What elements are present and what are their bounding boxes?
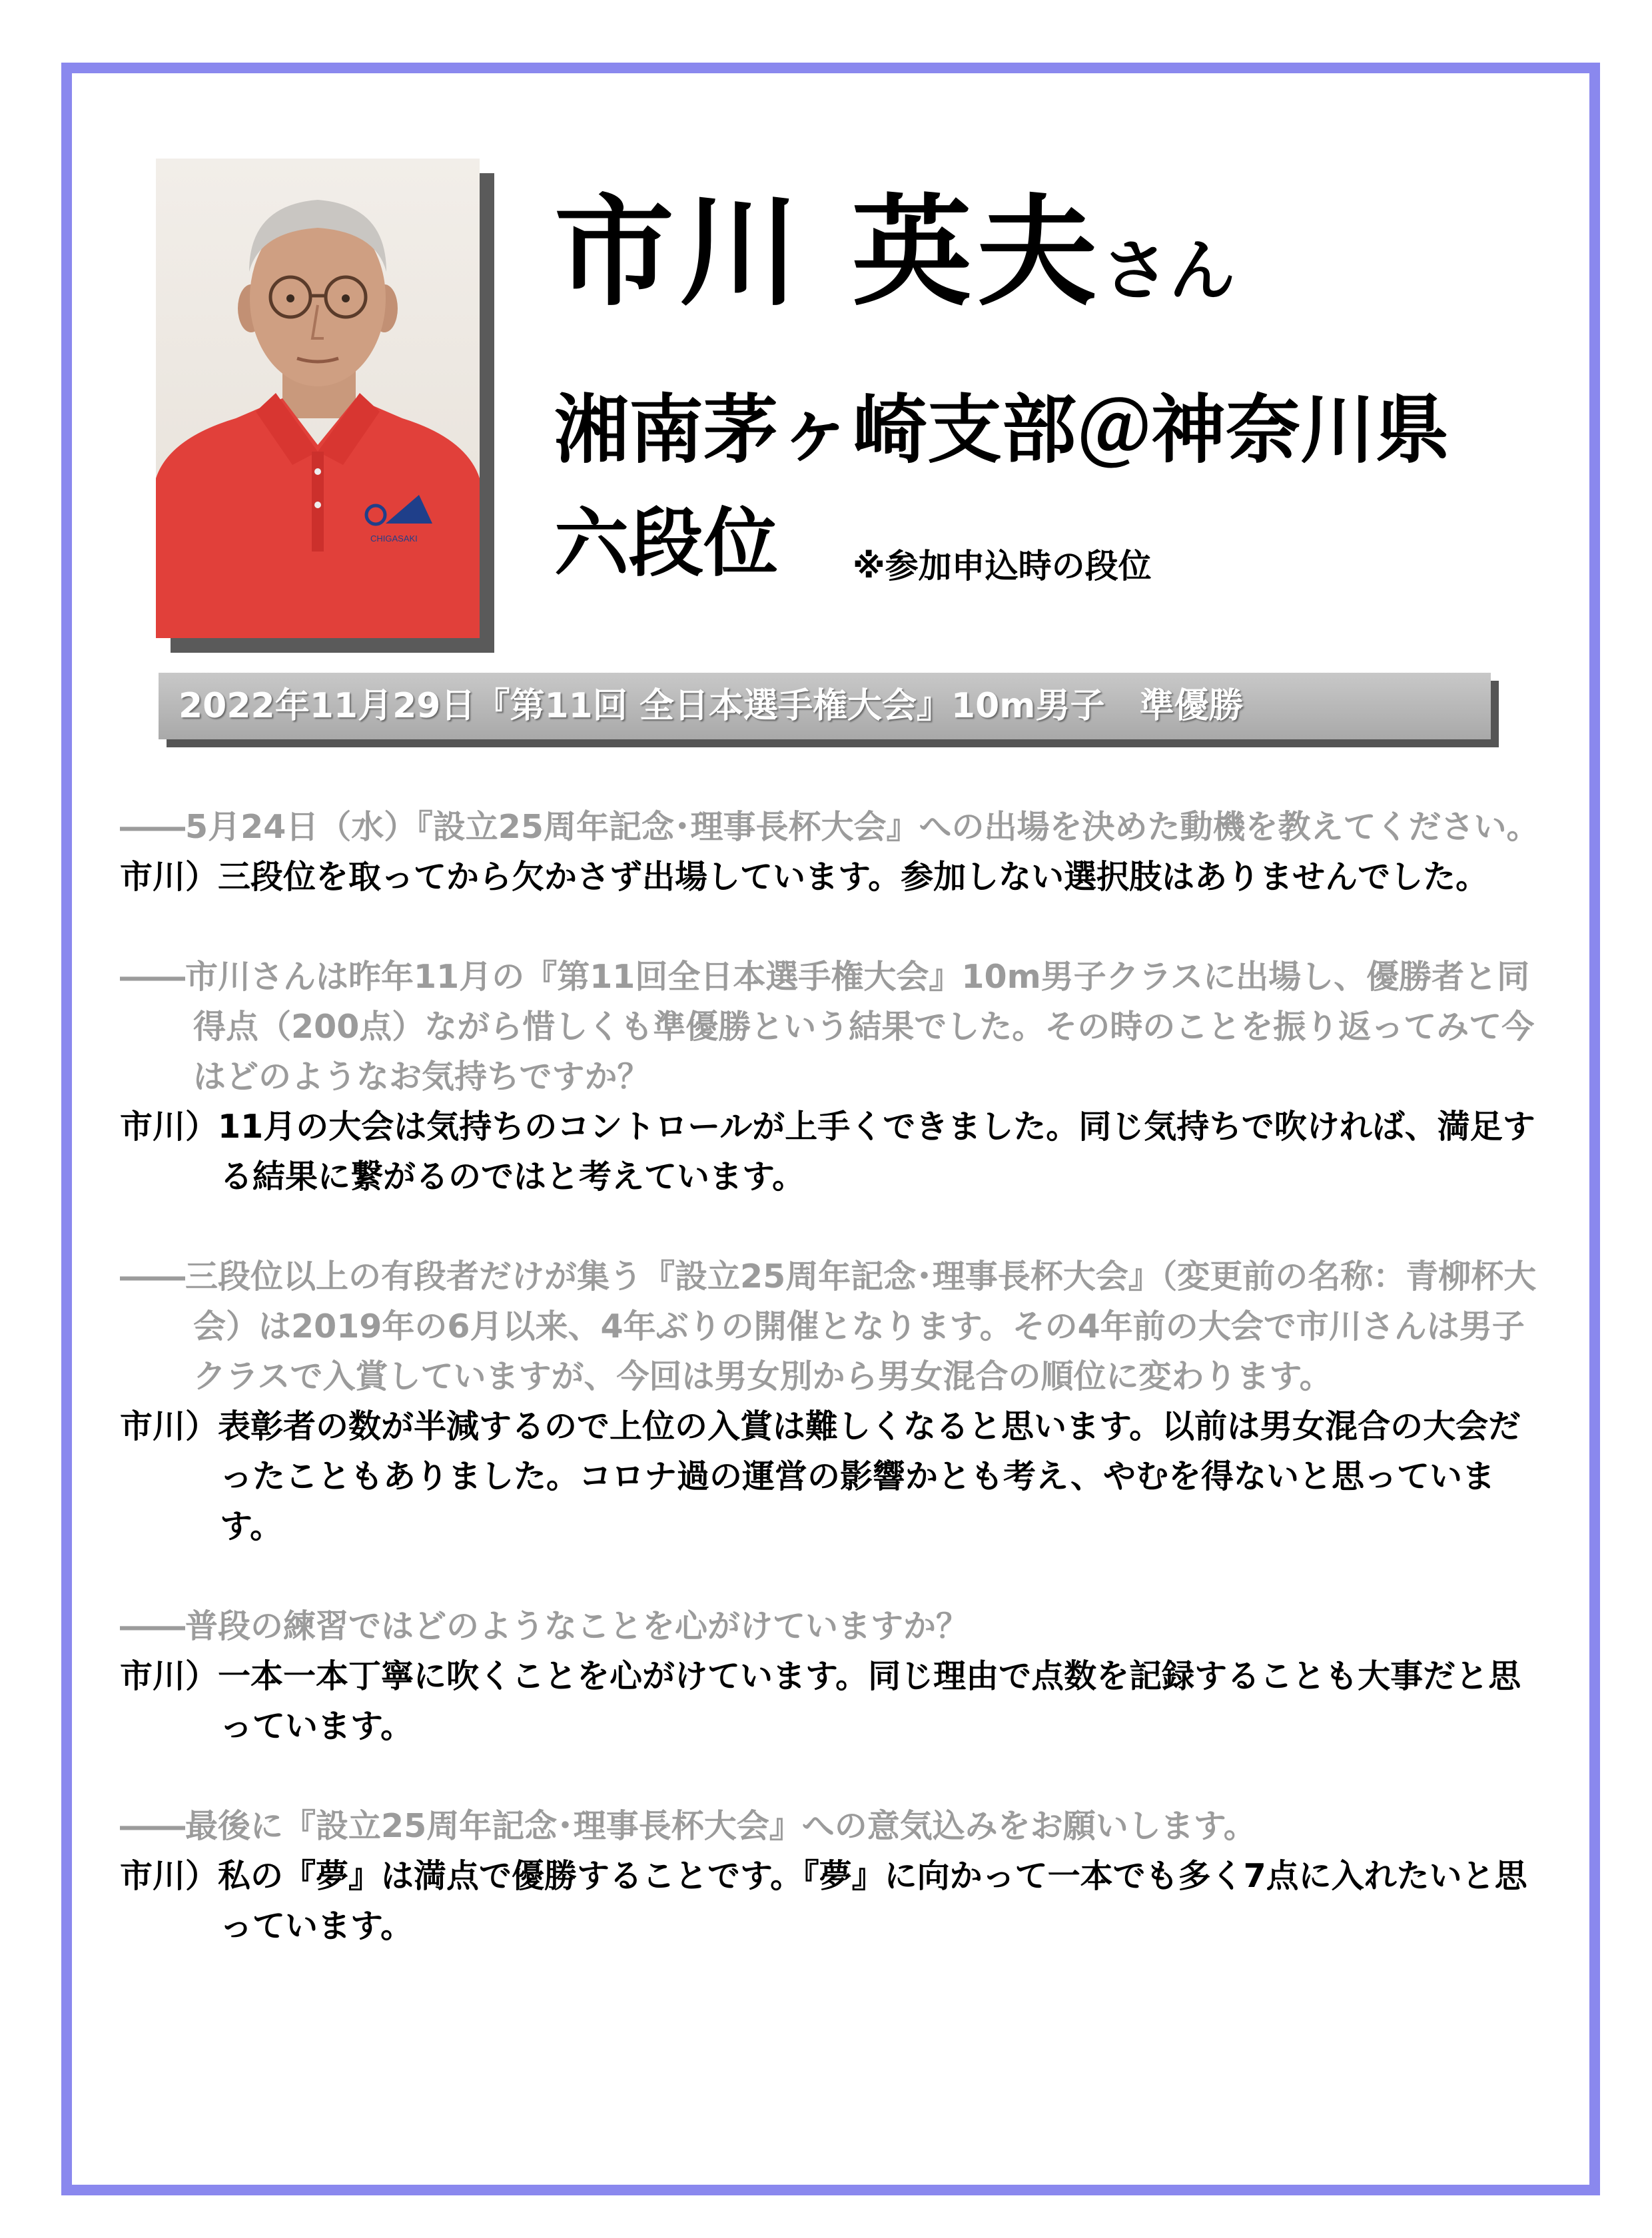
answer-4: 市川）一本一本丁寧に吹くことを心がけています。同じ理由で点数を記録することも大事だと思っています。 <box>120 1657 1521 1745</box>
interview <box>120 802 1545 1951</box>
rank: 六段位 <box>554 500 778 587</box>
name-text: 市川 英夫 <box>554 183 1102 322</box>
rank-note: ※参加申込時の段位 <box>853 547 1152 585</box>
profile-photo <box>156 159 480 638</box>
answer-5: 市川）私の『夢』は満点で優勝することです。『夢』に向かって一本でも多く7点に入れたいと思っています。 <box>120 1857 1527 1945</box>
achievement-banner: 2022年11月29日『第11回 全日本選手権大会』10m男子 準優勝 <box>159 673 1491 739</box>
answer-3: 市川）表彰者の数が半減するので上位の入賞は難しくなると思います。以前は男女混合の大会だったこともありました。コロナ過の運営の影響かとも考え、やむを得ないと思っています。 <box>120 1407 1521 1545</box>
shirt-logo-text: CHIGASAKI <box>370 534 418 544</box>
branch-location: 湘南茅ヶ崎支部＠神奈川県 <box>554 387 1449 474</box>
question-3: ――三段位以上の有段者だけが集う『設立25周年記念･理事長杯大会』（変更前の名称：青柳杯大会）は2019年の6月以来、4年ぶりの開催となります。その4年前の大会で市川さんは男子クラスで入賞していますが、今回は男女別から男女混合の順位に変わります。 <box>120 1258 1537 1395</box>
question-1: ――5月24日（水）『設立25周年記念･理事長杯大会』への出場を決めた動機を教えてください。 <box>120 808 1539 846</box>
portrait <box>156 159 480 638</box>
answer-2: 市川）11月の大会は気持ちのコントロールが上手くできました。同じ気持ちで吹ければ、満足する結果に繋がるのではと考えています。 <box>120 1108 1535 1196</box>
portrait-illustration <box>156 159 480 638</box>
honorific: さん <box>1102 232 1236 310</box>
person-name <box>554 183 1236 322</box>
question-4: ――普段の練習ではどのようなことを心がけていますか？ <box>120 1607 969 1645</box>
question-5: ――最後に『設立25周年記念･理事長杯大会』への意気込みをお願いします。 <box>120 1807 1256 1845</box>
question-2: ――市川さんは昨年11月の『第11回全日本選手権大会』10m男子クラスに出場し、優勝者と同得点（200点）ながら惜しくも準優勝という結果でした。その時のことを振り返ってみて今はどのようなお気持ちですか？ <box>120 958 1535 1096</box>
answer-1: 市川）三段位を取ってから欠かさず出場しています。参加しない選択肢はありませんでした。 <box>120 858 1489 896</box>
